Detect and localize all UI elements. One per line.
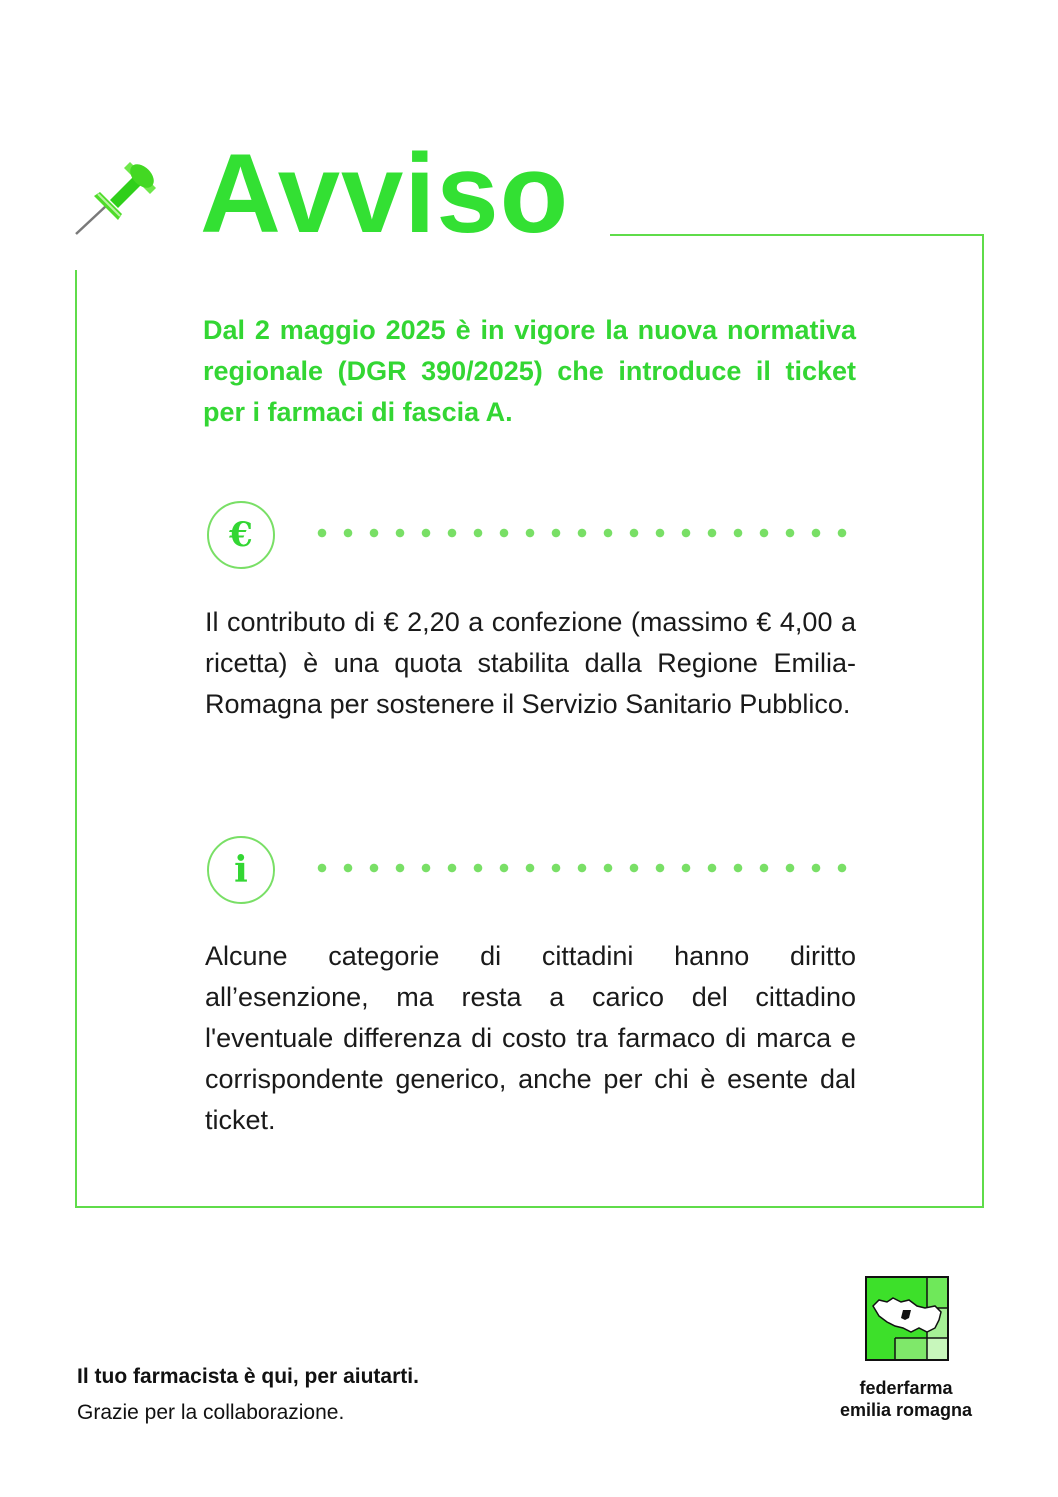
dotted-divider	[309, 528, 857, 538]
intro-text: Dal 2 maggio 2025 è in vigore la nuova normativa regionale (DGR 390/2025) che introduce il ticket per i farmaci di fascia A.	[203, 315, 856, 427]
footer-tagline: Il tuo farmacista è qui, per aiutarti.	[77, 1365, 419, 1388]
ticket-contribution-text: Il contributo di € 2,20 a confezione (massimo € 4,00 a ricetta) è una quota stabilita dalla Regione Emilia-Romagna per sostenere il Servizio Sanitario Pubblico.	[205, 607, 856, 719]
euro-icon: €	[207, 501, 275, 569]
frame-top-border	[610, 234, 984, 236]
footer-thanks: Grazie per la collaborazione.	[77, 1401, 345, 1424]
logo-line-2: emilia romagna	[839, 1400, 973, 1420]
federfarma-logo	[865, 1276, 949, 1361]
page-title: Avviso	[200, 131, 570, 256]
logo-caption	[820, 1377, 992, 1421]
pushpin-icon	[72, 150, 164, 242]
logo-line-1: federfarma	[859, 1378, 953, 1398]
exemption-text: Alcune categorie di cittadini hanno diritto all’esenzione, ma resta a carico del cittadino l'eventuale differenza di costo tra farmaco di marca e corrispondente generico, anche per chi è esente dal ticket.	[205, 941, 856, 1135]
frame-right-border	[982, 234, 984, 1208]
info-icon: i	[207, 836, 275, 904]
frame-bottom-border	[75, 1206, 984, 1208]
frame-left-border	[75, 270, 77, 1208]
dotted-divider	[309, 863, 857, 873]
